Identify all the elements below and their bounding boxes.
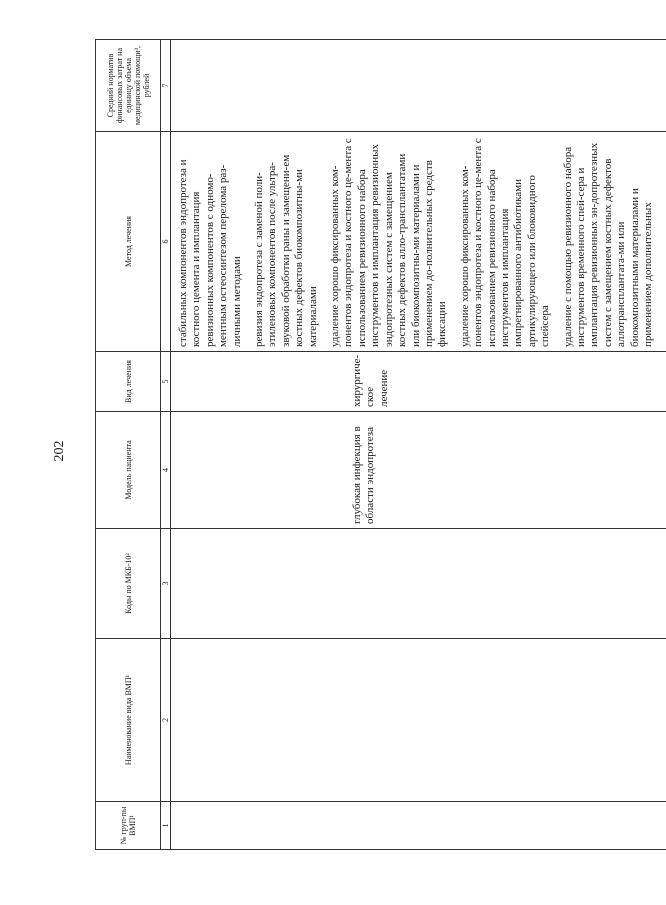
treatment-type-cell bbox=[171, 352, 666, 412]
header-row bbox=[96, 40, 161, 850]
page-number: 202 bbox=[52, 440, 67, 462]
column-number: 2 bbox=[161, 639, 171, 802]
header-patient-model: Модель пациента bbox=[96, 412, 161, 529]
table-row bbox=[171, 40, 666, 850]
method-item: стабильных компонентов эндопротеза и костного цемента и имплантация ревизионных компонентов с одномо-ментным остеосинтезом перелома раз-личными методами bbox=[177, 159, 243, 347]
column-number: 6 bbox=[161, 132, 171, 352]
header-icd-codes: Коды по МКБ-10² bbox=[96, 529, 161, 639]
header-treatment-method: Метод лечения bbox=[96, 132, 161, 352]
method-item: удаление с помощью ревизионного набора инструментов временного спей-сера и имплантация ревизионных эн-допротезных систем с замещением костных дефектов аллотрансплантата-ми или биокомпозитными материалами и применением дополнительных bbox=[561, 142, 654, 347]
vmp-name-cell bbox=[171, 639, 666, 802]
column-number: 4 bbox=[161, 412, 171, 529]
column-number-row bbox=[161, 40, 171, 850]
treatment-method-cell bbox=[171, 132, 666, 352]
header-group-number: № груп-пы ВМП¹ bbox=[96, 802, 161, 850]
column-number: 7 bbox=[161, 40, 171, 132]
method-item: ревизия эндопротеза с заменой поли-этиленовых компонентов после ультра-звуковой обработки раны и замещени-ем костных дефектов биокомпозитны-ми материалами bbox=[253, 154, 319, 347]
treatment-type-text: хирургиче-ское лечение bbox=[351, 354, 390, 407]
patient-model-text: глубокая инфекция в области эндопротеза bbox=[351, 426, 377, 524]
method-item: удаление хорошо фиксированных ком-понентов эндопротеза и костного це-мента с использованием ревизионного набора инструментов и имплантация импрегнированного антибиотиками артикулирующего или блоковидного спейсера bbox=[458, 138, 552, 347]
column-number: 3 bbox=[161, 529, 171, 639]
column-number: 5 bbox=[161, 352, 171, 412]
group-number-cell bbox=[171, 802, 666, 850]
method-item: удаление хорошо фиксированных ком-понентов эндопротеза и костного це-мента с использованием ревизионного набора инструментов и имплантация ревизионных эндопротезных систем с замещением костных дефектов алло-трансплантатами или биокомпозитны-ми материалами и применением до-полнительных средств фиксации bbox=[329, 138, 449, 347]
header-treatment-type: Вид лечения bbox=[96, 352, 161, 412]
cost-cell bbox=[171, 40, 666, 132]
icd-codes-cell bbox=[171, 529, 666, 639]
patient-model-cell bbox=[171, 412, 666, 529]
vmp-table bbox=[95, 39, 666, 850]
header-cost-standard: Средний норматив финансовых затрат на единицу объема медицинской помощи³, рублей bbox=[96, 40, 161, 132]
column-number: 1 bbox=[161, 802, 171, 850]
rotated-table-container bbox=[95, 40, 654, 850]
header-vmp-name: Наименование вида ВМП¹ bbox=[96, 639, 161, 802]
